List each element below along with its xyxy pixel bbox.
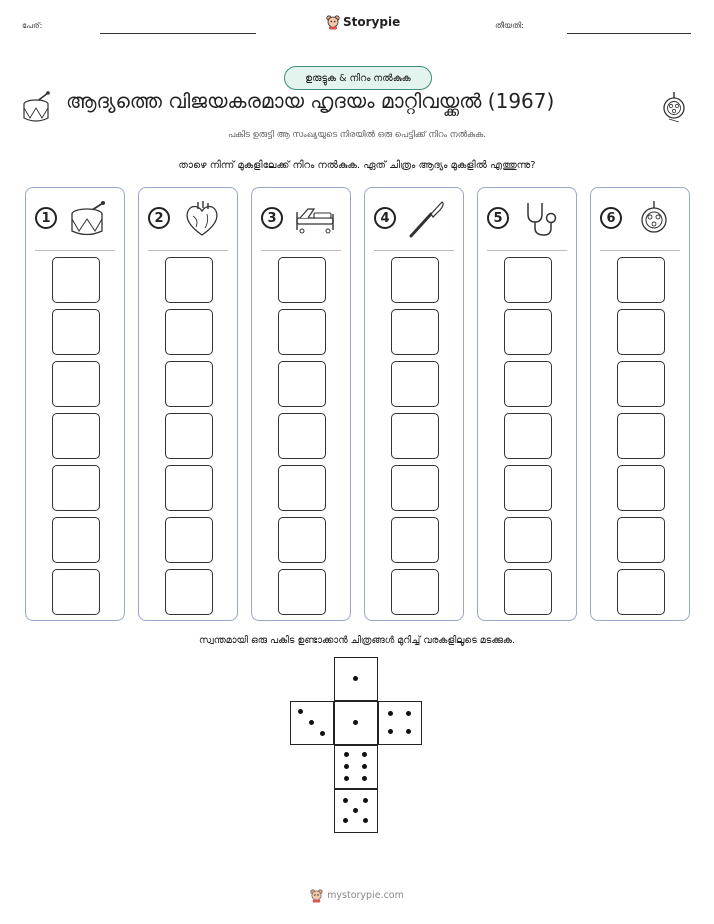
- activity-tag: ഉരുട്ടുക & നിറം നൽകുക: [284, 66, 432, 90]
- die-pip: [362, 764, 367, 769]
- column-divider: [261, 250, 341, 251]
- color-box[interactable]: [391, 413, 439, 459]
- die-pip: [353, 720, 358, 725]
- page-title: ആദ്യത്തെ വിജയകരമായ ഹൃദയം മാറ്റിവയ്ക്കൽ (1967): [66, 89, 555, 113]
- hospital-bed-icon: [294, 200, 336, 238]
- color-box[interactable]: [165, 465, 213, 511]
- surgical-lamp-icon: [660, 91, 688, 123]
- die-pip: [344, 764, 349, 769]
- color-box[interactable]: [52, 413, 100, 459]
- column-4: [364, 187, 464, 621]
- color-box[interactable]: [391, 257, 439, 303]
- color-box[interactable]: [278, 309, 326, 355]
- column-divider: [374, 250, 454, 251]
- storypie-mascot-icon: [310, 888, 323, 903]
- color-box[interactable]: [278, 413, 326, 459]
- die-pip: [343, 798, 348, 803]
- color-box[interactable]: [278, 361, 326, 407]
- color-box[interactable]: [165, 309, 213, 355]
- column-3: [251, 187, 351, 621]
- column-6: [590, 187, 690, 621]
- surgical-lamp-icon: [633, 200, 675, 238]
- color-box[interactable]: [504, 309, 552, 355]
- column-divider: [148, 250, 228, 251]
- die-pip: [362, 752, 367, 757]
- color-box[interactable]: [165, 517, 213, 563]
- die-pip: [388, 711, 393, 716]
- scalpel-icon: [407, 200, 449, 238]
- color-box[interactable]: [617, 257, 665, 303]
- color-box[interactable]: [617, 413, 665, 459]
- color-box[interactable]: [52, 569, 100, 615]
- column-divider: [35, 250, 115, 251]
- color-box[interactable]: [391, 465, 439, 511]
- color-box[interactable]: [617, 309, 665, 355]
- die-face-1: [334, 701, 378, 745]
- die-face-1: [334, 657, 378, 701]
- die-face-3: [290, 701, 334, 745]
- die-pip: [362, 776, 367, 781]
- die-pip: [309, 720, 314, 725]
- color-box[interactable]: [52, 517, 100, 563]
- die-pip: [298, 709, 303, 714]
- column-5: [477, 187, 577, 621]
- die-pip: [406, 711, 411, 716]
- color-box[interactable]: [391, 309, 439, 355]
- color-box[interactable]: [391, 361, 439, 407]
- column-number: 5: [487, 207, 509, 229]
- color-box[interactable]: [278, 465, 326, 511]
- die-pip: [353, 676, 358, 681]
- drum-icon: [68, 200, 110, 238]
- column-number: 1: [35, 207, 57, 229]
- color-box[interactable]: [165, 361, 213, 407]
- stethoscope-icon: [520, 200, 562, 238]
- color-box[interactable]: [278, 569, 326, 615]
- name-label: പേര്:: [22, 21, 43, 30]
- color-box[interactable]: [617, 361, 665, 407]
- color-box[interactable]: [504, 569, 552, 615]
- column-2: [138, 187, 238, 621]
- die-pip: [353, 808, 358, 813]
- color-box[interactable]: [391, 569, 439, 615]
- column-number: 6: [600, 207, 622, 229]
- color-box[interactable]: [617, 465, 665, 511]
- color-box[interactable]: [504, 257, 552, 303]
- color-box[interactable]: [617, 517, 665, 563]
- color-box[interactable]: [52, 361, 100, 407]
- coloring-instruction: താഴെ നിന്ന് മുകളിലേക്ക് നിറം നൽകുക. ഏത് ചിത്രം ആദ്യം മുകളിൽ എത്തുന്നു?: [178, 160, 536, 171]
- footer-url: mystorypie.com: [327, 890, 404, 901]
- page-subtitle: പകിട ഉരുട്ടി ആ സംഖ്യയുടെ നിരയിൽ ഒരു പെട്ടിക്ക് നിറം നൽകുക.: [228, 130, 486, 140]
- color-box[interactable]: [165, 257, 213, 303]
- name-line[interactable]: [100, 33, 256, 34]
- die-face-4: [378, 701, 422, 745]
- brand-logo: [326, 14, 400, 30]
- color-box[interactable]: [52, 309, 100, 355]
- die-pip: [320, 731, 325, 736]
- die-pip: [363, 818, 368, 823]
- date-label: തീയതി:: [495, 21, 524, 30]
- color-box[interactable]: [504, 413, 552, 459]
- heart-icon: [181, 200, 223, 238]
- column-number: 3: [261, 207, 283, 229]
- color-box[interactable]: [504, 361, 552, 407]
- column-divider: [600, 250, 680, 251]
- die-pip: [343, 818, 348, 823]
- color-box[interactable]: [52, 465, 100, 511]
- die-pip: [388, 729, 393, 734]
- die-pip: [406, 729, 411, 734]
- drum-icon: [22, 91, 52, 123]
- color-box[interactable]: [278, 257, 326, 303]
- die-face-6: [334, 745, 378, 789]
- color-box[interactable]: [165, 569, 213, 615]
- column-divider: [487, 250, 567, 251]
- color-box[interactable]: [504, 517, 552, 563]
- column-number: 2: [148, 207, 170, 229]
- footer: [0, 888, 714, 903]
- brand-name: Storypie: [343, 15, 401, 29]
- die-pip: [344, 776, 349, 781]
- date-line[interactable]: [567, 33, 691, 34]
- column-number: 4: [374, 207, 396, 229]
- die-pip: [363, 798, 368, 803]
- color-box[interactable]: [504, 465, 552, 511]
- die-face-5: [334, 789, 378, 833]
- storypie-mascot-icon: [326, 14, 340, 30]
- color-box[interactable]: [165, 413, 213, 459]
- color-box[interactable]: [278, 517, 326, 563]
- color-box[interactable]: [617, 569, 665, 615]
- color-box[interactable]: [52, 257, 100, 303]
- die-pip: [344, 752, 349, 757]
- column-1: [25, 187, 125, 621]
- color-box[interactable]: [391, 517, 439, 563]
- die-instruction: സ്വന്തമായി ഒരു പകിട ഉണ്ടാക്കാൻ ചിത്രങ്ങൾ മുറിച്ച് വരകളിലൂടെ മടക്കുക.: [198, 635, 516, 646]
